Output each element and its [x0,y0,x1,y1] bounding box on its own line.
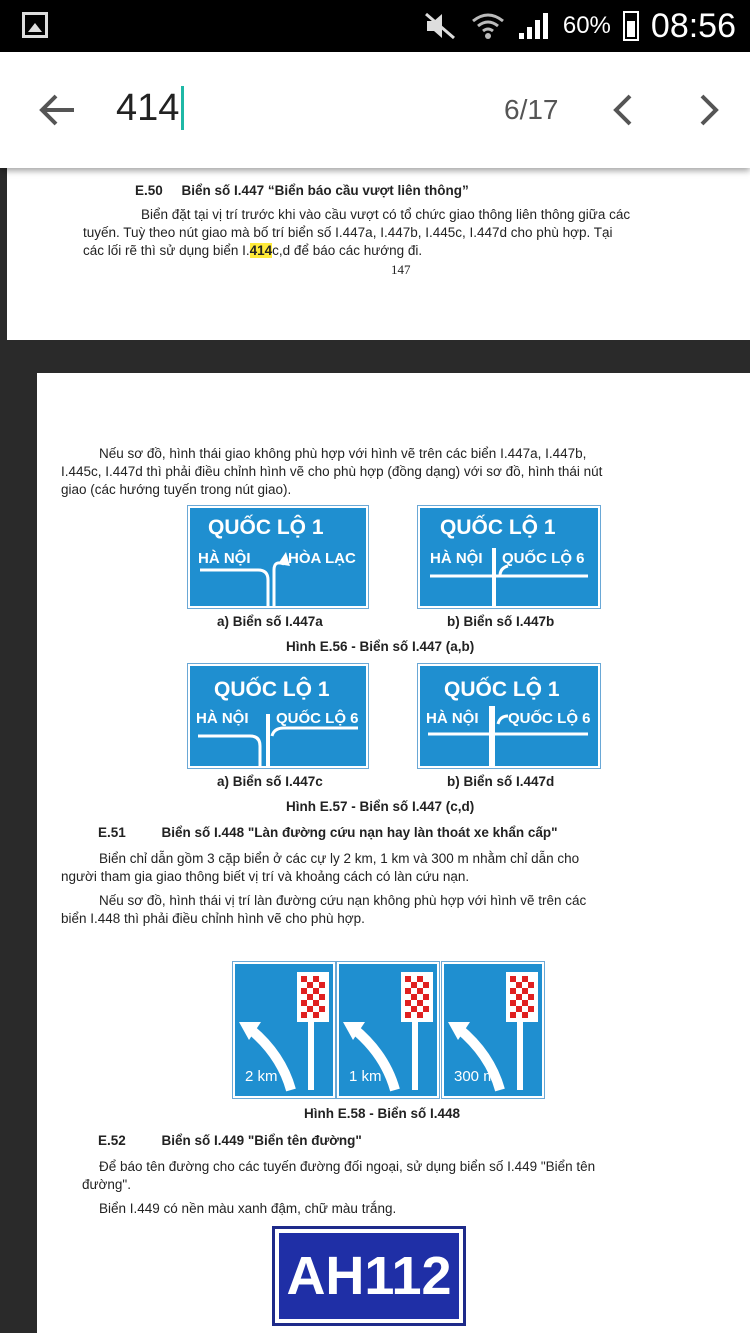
para-line: Nếu sơ đồ, hình thái giao không phù hợp với hình vẽ trên các biển I.447a, I.447b, [99,446,587,461]
intro-paragraph [61,445,701,499]
previous-match-chevron-icon[interactable] [606,90,642,130]
road-name-sign [272,1226,466,1326]
paragraph-e52 [82,1158,692,1218]
para-line: Biển đặt tại vị trí trước khi vào cầu vượt có tổ chức giao thông liên thông giữa các [141,207,631,222]
sign-left-dest: HÀ NỘI [196,710,249,727]
section-heading-e52 [98,1132,362,1150]
page-number: 147 [391,262,411,277]
sign-right-dest: QUỐC LỘ 6 [502,550,585,567]
sign-right-dest: HÒA LẠC [288,550,356,567]
road-name-text: AH112 [286,1246,452,1306]
para-line: Để báo tên đường cho các tuyến đường đối ngoại, sử dụng biển số I.449 "Biển tên [99,1159,596,1174]
figure-caption-e58: Hình E.58 - Biển số I.448 [304,1106,461,1121]
pdf-page-147 [7,168,750,340]
distance-label: 2 km [245,1068,278,1085]
heading-title: Biển số I.449 "Biển tên đường" [161,1133,362,1148]
status-icons [423,0,736,52]
sign-i447d [418,664,600,768]
paragraph-e50 [83,206,725,260]
para-text: c,d để báo các hướng đi. [272,243,423,258]
paragraph-e51 [61,850,691,928]
para-line: giao (các hướng tuyến trong nút giao). [61,482,292,497]
interchange-diagram [190,666,366,766]
sign-right-dest: QUỐC LỘ 6 [508,710,591,727]
heading-number: E.51 [98,825,126,840]
sign-i447a [188,506,368,608]
sign-title: QUỐC LỘ 1 [440,516,556,539]
para-text: các lối rẽ thì sử dụng biển I. [83,243,250,258]
sign-title: QUỐC LỘ 1 [444,678,560,701]
signal-icon [517,11,551,41]
para-line [83,242,725,260]
search-bar [0,52,750,168]
caption-447b: b) Biển số I.447b [447,614,555,629]
distance-label: 300 m [454,1068,496,1085]
search-highlight: 414 [249,243,273,258]
interchange-diagram [420,508,598,606]
sign-i447b [418,506,600,608]
battery-icon [623,11,639,41]
caption-447d: b) Biển số I.447d [447,774,555,789]
escape-lane-sign [337,962,439,1098]
sign-left-dest: HÀ NỘI [198,550,251,567]
interchange-diagram [190,508,366,606]
sign-left-dest: HÀ NỘI [430,550,483,567]
caption-447a: a) Biển số I.447a [217,614,323,629]
para-line: tuyến. Tuỳ theo nút giao mà bố trí biển số I.447a, I.447b, I.445c, I.447d cho phù hợp. Tại [83,225,613,240]
sign-left-dest: HÀ NỘI [426,710,479,727]
match-counter: 6/17 [504,94,559,125]
status-bar [0,0,750,52]
heading-number: E.52 [98,1133,126,1148]
mute-icon [423,11,459,41]
para-line: I.445c, I.447d thì phải điều chỉnh hình vẽ cho phù hợp (đồng dạng) với sơ đồ, hình thái nút [61,464,603,479]
text-cursor [181,86,184,130]
wifi-icon [471,11,505,41]
gallery-icon [22,12,48,38]
sign-title: QUỐC LỘ 1 [214,678,330,701]
caption-447c: a) Biển số I.447c [217,774,323,789]
heading-title: Biển số I.448 "Làn đường cứu nạn hay làn thoát xe khẩn cấp" [161,825,558,840]
interchange-diagram [420,666,598,766]
sign-right-dest: QUỐC LỘ 6 [276,710,359,727]
next-match-chevron-icon[interactable] [690,90,726,130]
escape-lane-sign [442,962,544,1098]
distance-label: 1 km [349,1068,382,1085]
search-input[interactable] [116,86,184,130]
sign-title: QUỐC LỘ 1 [208,516,324,539]
para-line: Nếu sơ đồ, hình thái vị trí làn đường cứu nạn không phù hợp với hình vẽ trên các [99,893,587,908]
figure-caption-e56: Hình E.56 - Biển số I.447 (a,b) [286,639,475,654]
para-line: đường". [82,1177,131,1192]
para-line: Biển I.449 có nền màu xanh đậm, chữ màu trắng. [99,1201,397,1216]
heading-number: E.50 [135,183,163,198]
battery-percent: 60% [562,12,611,39]
clock: 08:56 [650,6,736,45]
figure-caption-e57: Hình E.57 - Biển số I.447 (c,d) [286,799,475,814]
section-heading-e50 [135,182,469,200]
road-name-sign-face [279,1233,459,1319]
escape-lane-sign [233,962,335,1098]
section-heading-e51 [98,824,558,842]
para-line: người tham gia giao thông biết vị trí và khoảng cách có làn cứu nạn. [61,869,470,884]
heading-title: Biển số I.447 “Biển báo cầu vượt liên thông” [181,183,469,198]
para-line: biển I.448 thì phải điều chỉnh hình vẽ cho phù hợp. [61,911,365,926]
sign-i447c [188,664,368,768]
search-query-text: 414 [116,86,180,129]
para-line: Biển chỉ dẫn gồm 3 cặp biển ở các cự ly 2 km, 1 km và 300 m nhằm chỉ dẫn cho [99,851,580,866]
back-arrow-icon[interactable] [36,88,80,132]
